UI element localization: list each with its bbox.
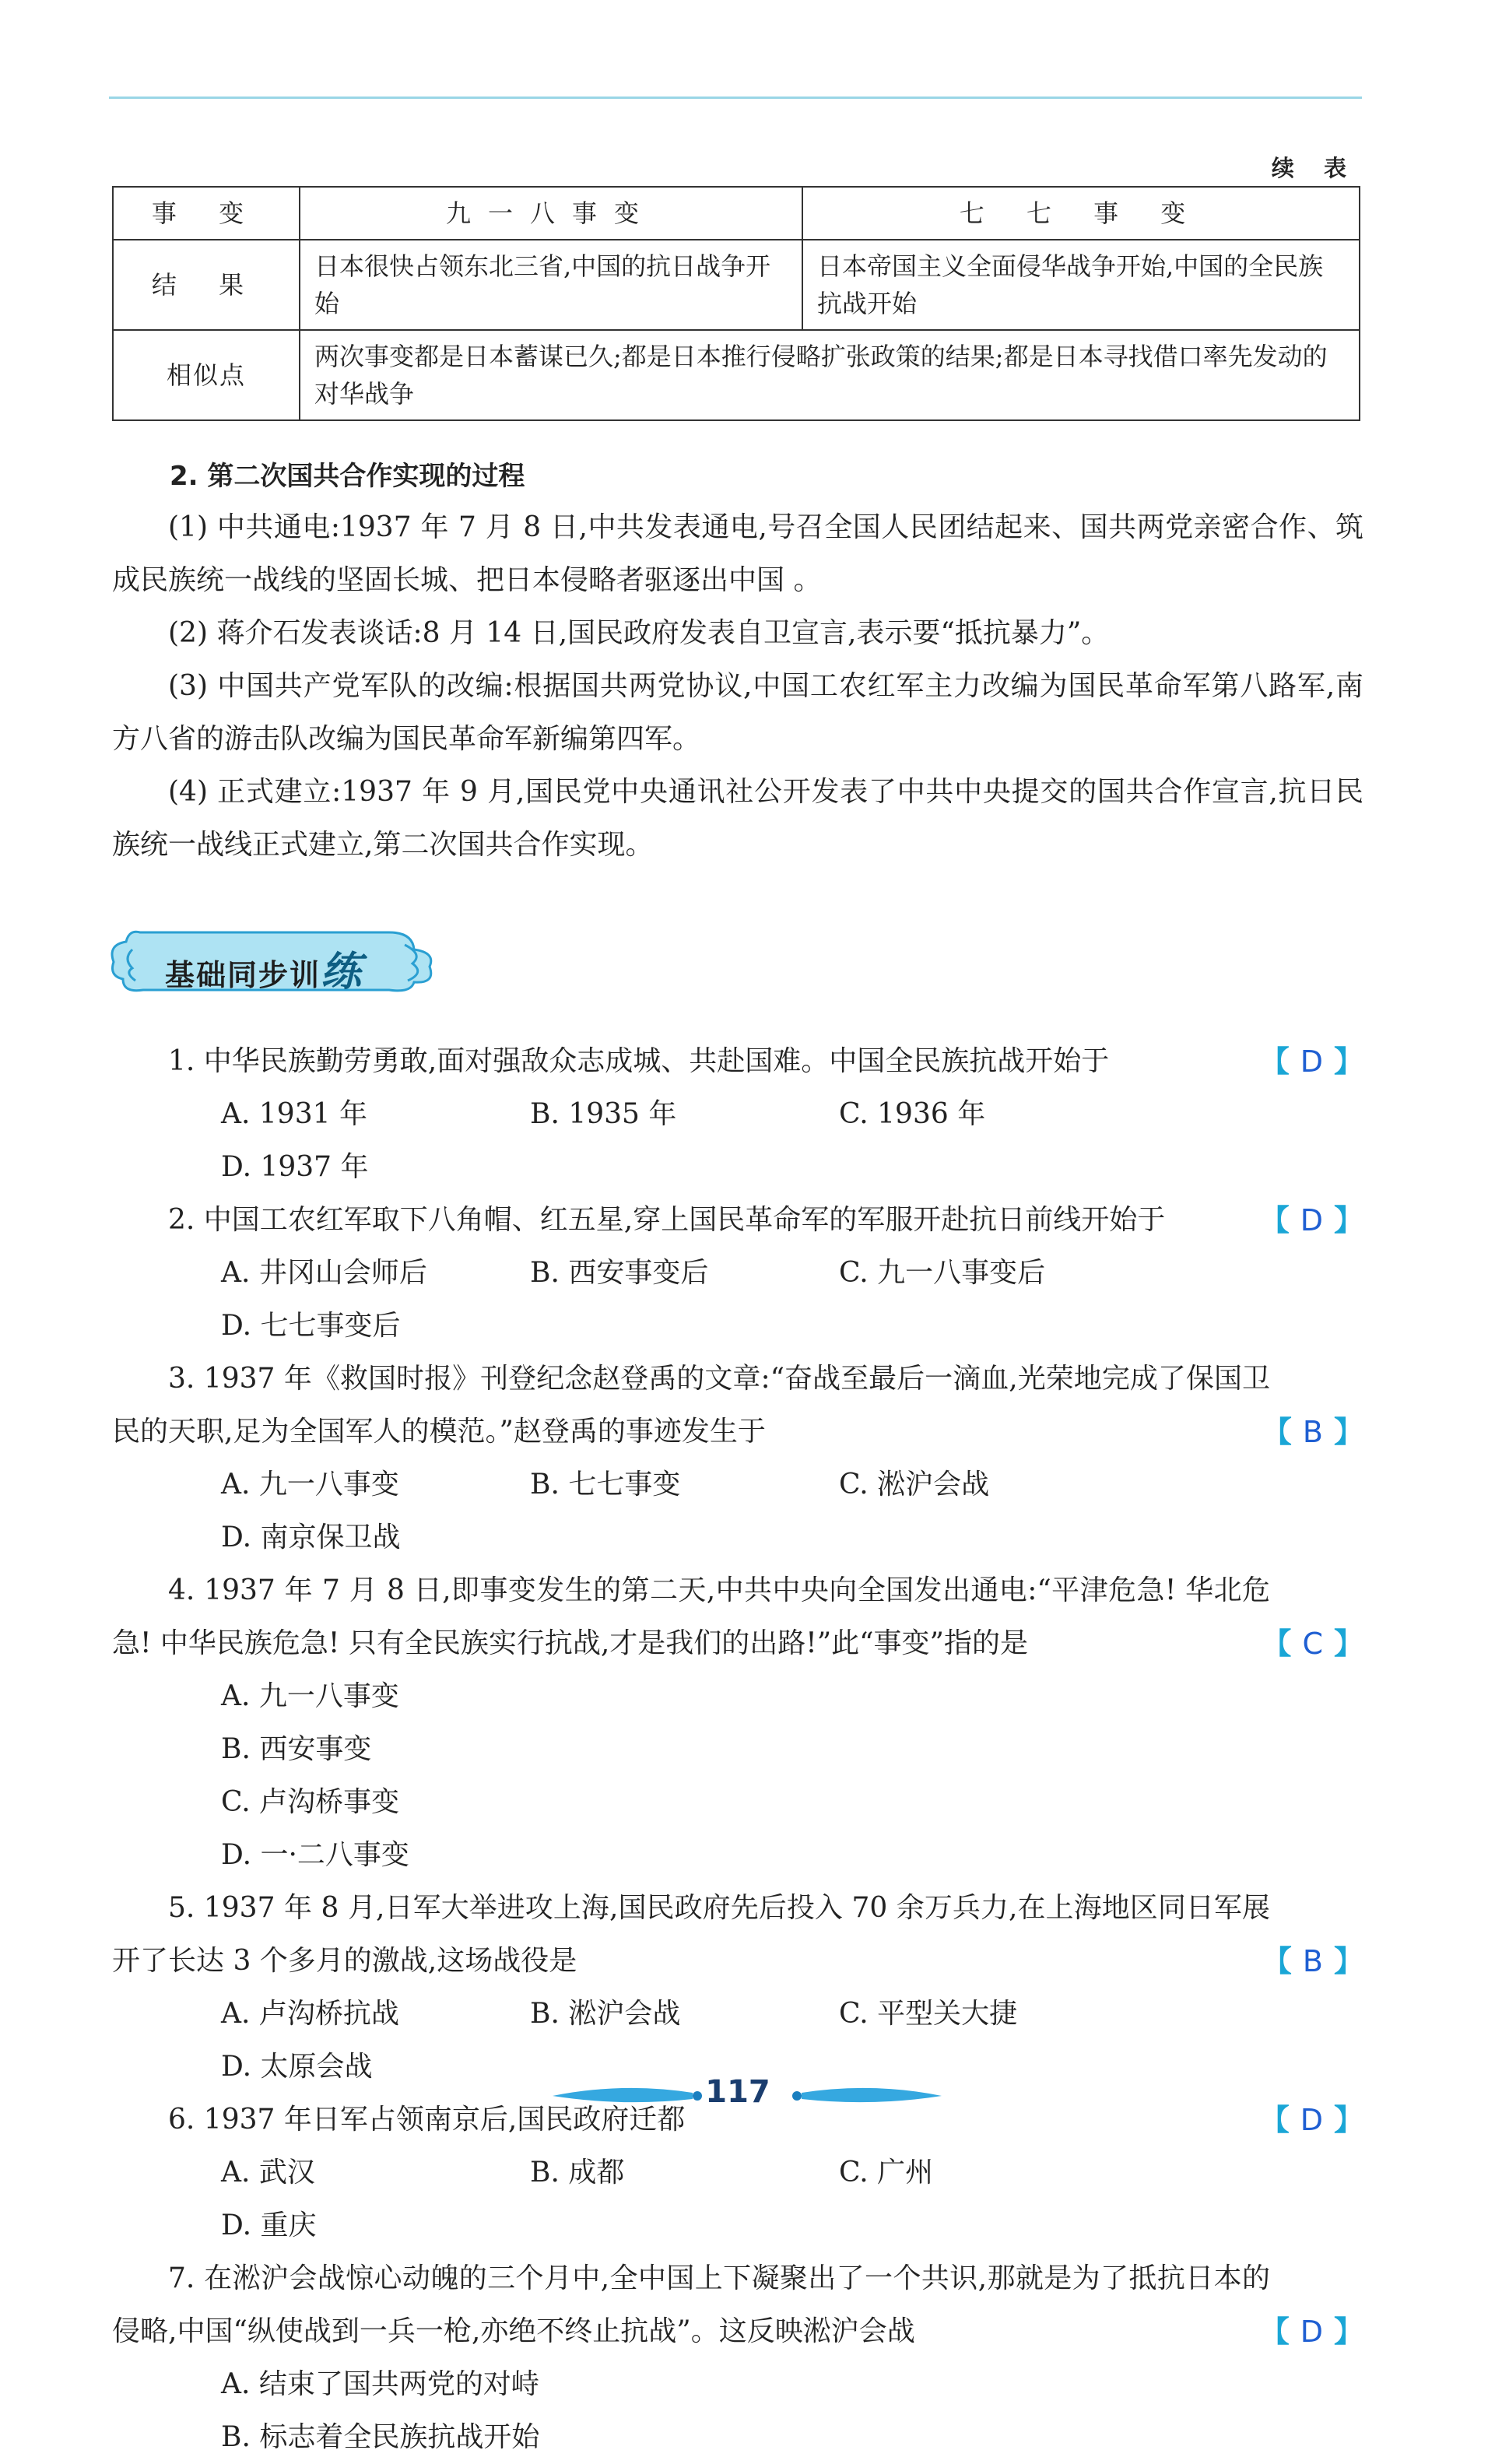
table-row-label-similarity: 相似点 <box>113 330 300 420</box>
table-row-label-result: 结 果 <box>113 240 300 330</box>
section-cooperation <box>112 451 1363 872</box>
banner-text: 基础同步训 <box>165 958 321 992</box>
question-7 <box>112 2252 1363 2358</box>
option: A. 井冈山会师后 <box>221 1257 427 1289</box>
option: A. 武汉 <box>221 2157 315 2188</box>
paragraph: (1) 中共通电:1937 年 7 月 8 日,中共发表通电,号召全国人民团结起来、国共两党亲密合作、筑成民族统一战线的坚固长城、把日本侵略者驱逐出中国 。 <box>112 511 1363 596</box>
option: B. 七七事变 <box>530 1469 681 1501</box>
table-cell-similarity: 两次事变都是日本蓄谋已久;都是日本推行侵略扩张政策的结果;都是日本寻找借口率先发动的对华战争 <box>300 330 1360 420</box>
answer-bracket: 【 B 】 <box>1262 1415 1363 1449</box>
option: C. 卢沟桥事变 <box>221 1786 400 1818</box>
option: B. 淞沪会战 <box>530 1998 681 2030</box>
option: D. 太原会战 <box>221 2051 373 2083</box>
option: A. 九一八事变 <box>221 1680 399 1712</box>
question-2 <box>112 1194 1363 1247</box>
table-header-event: 事 变 <box>113 187 300 240</box>
question-5 <box>112 1882 1363 1988</box>
answer-bracket: 【 D 】 <box>1259 2103 1363 2137</box>
options <box>112 1247 1363 1353</box>
answer-bracket: 【 D 】 <box>1259 2315 1363 2349</box>
answer: D <box>1300 2103 1323 2137</box>
question-stem: 6. 1937 年日军占领南京后,国民政府迁都 <box>168 2104 686 2136</box>
answer-bracket: 【 D 】 <box>1259 1203 1363 1237</box>
question-stem: 1. 中华民族勤劳勇敢,面对强敌众志成城、共赴国难。中国全民族抗战开始于 <box>168 1045 1110 1077</box>
question-4 <box>112 1564 1363 1670</box>
option: B. 标志着全民族抗战开始 <box>221 2421 540 2453</box>
option: B. 西安事变后 <box>530 1257 709 1289</box>
paragraph: (2) 蒋介石发表谈话:8 月 14 日,国民政府发表自卫宣言,表示要“抵抗暴力”。 <box>168 617 1110 649</box>
answer: D <box>1300 1203 1323 1237</box>
header-rule <box>109 97 1362 99</box>
options <box>112 1670 1363 1882</box>
section-title: 2. 第二次国共合作实现的过程 <box>170 461 525 492</box>
answer: B <box>1302 1944 1323 1978</box>
answer-bracket: 【 D 】 <box>1259 1044 1363 1079</box>
continued-label: 续 表 <box>1271 155 1357 181</box>
option: D. 南京保卫战 <box>221 1522 401 1553</box>
question-stem: 4. 1937 年 7 月 8 日,即事变发生的第二天,中共中央向全国发出通电:“平津危急! 华北危急! 中华民族危急! 只有全民族实行抗战,才是我们的出路!”此“事变”指的是 <box>112 1574 1270 1659</box>
option: B. 西安事变 <box>221 1733 372 1765</box>
practice-banner <box>109 918 436 999</box>
option: C. 1936 年 <box>839 1098 986 1130</box>
comparison-table <box>112 186 1360 421</box>
page-footer <box>545 2066 949 2121</box>
answer-bracket: 【 C 】 <box>1262 1627 1363 1661</box>
option: D. 一·二八事变 <box>221 1839 409 1871</box>
question-stem: 3. 1937 年《救国时报》刊登纪念赵登禹的文章:“奋战至最后一滴血,光荣地完成了保国卫民的天职,足为全国军人的模范。”赵登禹的事迹发生于 <box>112 1363 1270 1448</box>
page-number: 117 <box>705 2074 770 2110</box>
question-3 <box>112 1353 1363 1458</box>
paragraph: (4) 正式建立:1937 年 9 月,国民党中央通讯社公开发表了中共中央提交的国共合作宣言,抗日民族统一战线正式建立,第二次国共合作实现。 <box>112 776 1363 861</box>
answer: D <box>1300 1044 1323 1079</box>
options <box>112 1458 1363 1564</box>
question-stem: 2. 中国工农红军取下八角帽、红五星,穿上国民革命军的军服开赴抗日前线开始于 <box>168 1204 1166 1236</box>
option: B. 1935 年 <box>530 1098 677 1130</box>
paragraph: (3) 中国共产党军队的改编:根据国共两党协议,中国工农红军主力改编为国民革命军第八路军,南方八省的游击队改编为国民革命军新编第四军。 <box>112 670 1363 755</box>
answer: C <box>1302 1627 1323 1661</box>
question-stem: 5. 1937 年 8 月,日军大举进攻上海,国民政府先后投入 70 余万兵力,在上海地区同日军展开了长达 3 个多月的激战,这场战役是 <box>112 1892 1270 1977</box>
question-1 <box>112 1035 1363 1088</box>
option: A. 结束了国共两党的对峙 <box>221 2368 539 2400</box>
option: D. 1937 年 <box>221 1151 369 1183</box>
option: C. 淞沪会战 <box>839 1469 990 1501</box>
option: C. 广州 <box>839 2157 934 2188</box>
question-stem: 7. 在淞沪会战惊心动魄的三个月中,全中国上下凝聚出了一个共识,那就是为了抵抗日本的侵略,中国“纵使战到一兵一枪,亦绝不终止抗战”。这反映淞沪会战 <box>112 2262 1270 2347</box>
option: A. 九一八事变 <box>221 1469 399 1501</box>
option: C. 平型关大捷 <box>839 1998 1018 2030</box>
table-cell-result-918: 日本很快占领东北三省,中国的抗日战争开始 <box>300 240 802 330</box>
option: A. 卢沟桥抗战 <box>221 1998 399 2030</box>
option: D. 重庆 <box>221 2210 317 2241</box>
option: D. 七七事变后 <box>221 1310 401 1342</box>
banner-title <box>165 939 363 997</box>
question-list <box>112 1035 1363 2464</box>
answer-bracket: 【 B 】 <box>1262 1944 1363 1978</box>
options <box>112 1088 1363 1194</box>
option: A. 1931 年 <box>221 1098 367 1130</box>
options <box>112 2358 1363 2464</box>
answer: B <box>1302 1415 1323 1449</box>
option: C. 九一八事变后 <box>839 1257 1046 1289</box>
answer: D <box>1300 2315 1323 2349</box>
table-header-918: 九一八事变 <box>300 187 802 240</box>
options <box>112 2146 1363 2252</box>
table-cell-result-77: 日本帝国主义全面侵华战争开始,中国的全民族抗战开始 <box>802 240 1360 330</box>
option: B. 成都 <box>530 2157 625 2188</box>
banner-emphasis: 练 <box>321 949 363 995</box>
table-header-77: 七 七 事 变 <box>802 187 1360 240</box>
